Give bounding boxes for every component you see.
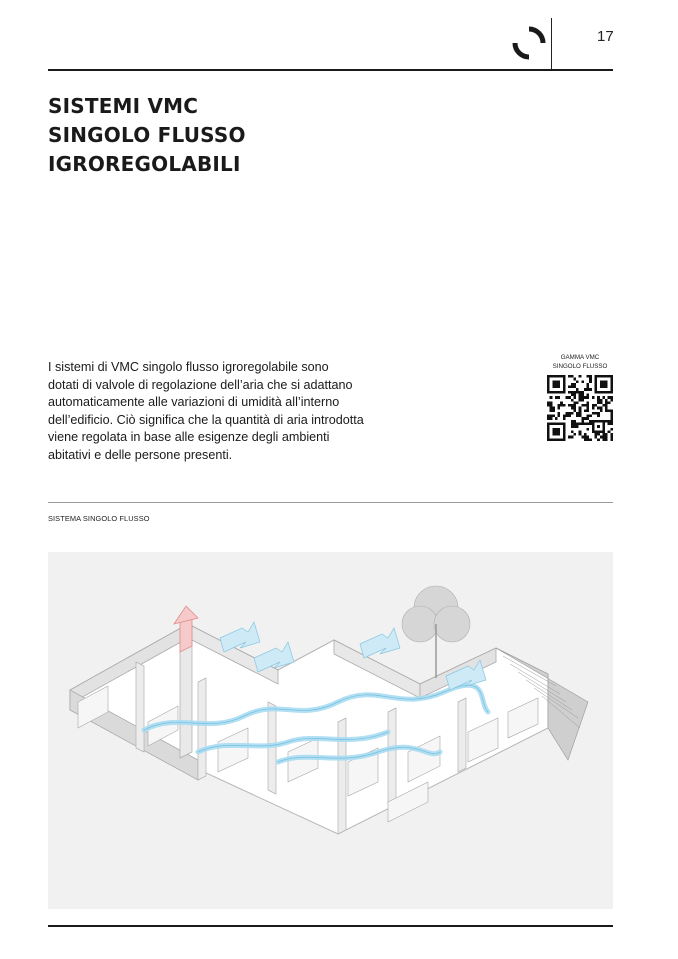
house-ventilation-illustration <box>48 552 613 909</box>
section-label: SISTEMA SINGOLO FLUSSO <box>48 514 150 523</box>
description-paragraph <box>48 359 378 465</box>
section-rule <box>48 502 613 503</box>
page-title <box>48 92 368 179</box>
page-title-line: SINGOLO FLUSSO <box>48 123 246 147</box>
description-line: dotati di valvole di regolazione dell’aria che si adattano <box>48 377 353 392</box>
header-separator <box>551 18 552 70</box>
qr-label-line: SINGOLO FLUSSO <box>552 362 608 370</box>
qr-label-line: GAMMA VMC <box>560 354 600 361</box>
tree <box>402 586 470 678</box>
brand-arc-logo-icon <box>512 26 546 60</box>
description-line: dell’edificio. Ciò significa che la quantità di aria introdotta <box>48 412 364 427</box>
description-line: abitativi e delle persone presenti. <box>48 447 233 462</box>
description-line: I sistemi di VMC singolo flusso igroregolabile sono <box>48 360 329 374</box>
qr-code-icon[interactable] <box>547 375 613 441</box>
isometric-house-drawing <box>48 552 613 909</box>
footer-rule <box>48 925 613 927</box>
page-title-line: IGROREGOLABILI <box>48 152 241 176</box>
qr-code-block <box>544 354 616 441</box>
header-rule <box>48 69 613 71</box>
description-line: automaticamente alle variazioni di umidità all’interno <box>48 395 340 410</box>
description-line: viene regolata in base alle esigenze degli ambienti <box>48 430 330 445</box>
page-number: 17 <box>597 28 614 45</box>
page-title-line: SISTEMI VMC <box>48 94 199 118</box>
